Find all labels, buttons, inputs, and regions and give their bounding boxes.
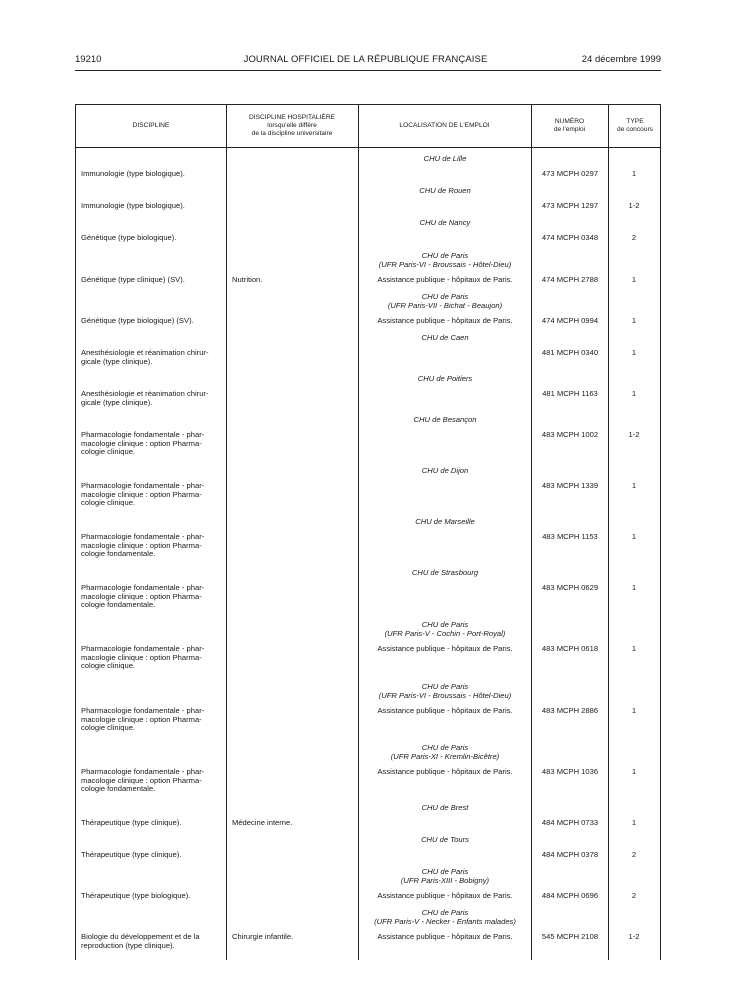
discipline-text: Pharmacologie fondamentale - phar- <box>81 532 205 541</box>
discipline-text: Immunologie (type biologique). <box>81 201 185 210</box>
location-assistance: Assistance publique - hôpitaux de Paris. <box>377 706 513 715</box>
location-chu: CHU de Paris <box>421 743 469 753</box>
type-concours: 1 <box>631 348 637 357</box>
discipline-text: macologie clinique : option Pharma- <box>81 775 202 785</box>
location-chu: CHU de Strasbourg <box>411 568 479 577</box>
numero-emploi: 473 MCPH 0297 <box>541 169 599 178</box>
discipline-text: macologie clinique : option Pharma- <box>81 438 202 448</box>
discipline-text: cologie clinique. <box>81 661 136 671</box>
type-concours: 1-2 <box>628 430 640 439</box>
numero-emploi: 473 MCPH 1297 <box>541 201 599 210</box>
discipline-text: gicale (type clinique). <box>81 356 153 366</box>
type-concours: 1 <box>631 583 637 592</box>
header-divider <box>76 147 660 148</box>
type-concours: 2 <box>631 233 637 242</box>
header-discipline-hospitaliere: DISCIPLINE HOSPITALIÈRE lorsqu'elle diffère de la discipline universitaire <box>249 114 335 137</box>
location-chu: CHU de Paris <box>421 682 469 692</box>
type-concours: 1 <box>631 481 637 490</box>
numero-emploi: 474 MCPH 0348 <box>541 233 599 242</box>
location-ufr: (UFR Paris-V - Cochin - Port-Royal) <box>384 629 506 638</box>
header-rule <box>75 70 661 71</box>
location-assistance: Assistance publique - hôpitaux de Paris. <box>377 932 513 941</box>
location-chu: CHU de Dijon <box>421 466 469 475</box>
type-concours: 1 <box>631 818 637 827</box>
column-divider <box>531 105 532 960</box>
location-assistance: Assistance publique - hôpitaux de Paris. <box>377 316 513 325</box>
location-chu: CHU de Lille <box>423 154 467 163</box>
location-assistance: Assistance publique - hôpitaux de Paris. <box>377 275 513 284</box>
discipline-text: cologie fondamentale. <box>81 549 156 559</box>
discipline-text: macologie clinique : option Pharma- <box>81 591 202 601</box>
discipline-hospitaliere-text: Nutrition. <box>232 275 263 284</box>
numero-emploi: 484 MCPH 0378 <box>541 850 599 859</box>
issue-date: 24 décembre 1999 <box>581 54 661 65</box>
discipline-text: macologie clinique : option Pharma- <box>81 714 202 724</box>
discipline-text: Pharmacologie fondamentale - phar- <box>81 583 205 592</box>
discipline-hospitaliere-text: Médecine interne. <box>232 818 293 827</box>
numero-emploi: 483 MCPH 0618 <box>541 644 599 653</box>
location-chu: CHU de Paris <box>421 251 469 261</box>
location-chu: CHU de Tours <box>421 835 469 844</box>
discipline-text: Biologie du développement et de la <box>81 932 200 941</box>
discipline-text: Thérapeutique (type biologique). <box>81 891 191 900</box>
discipline-text: Pharmacologie fondamentale - phar- <box>81 644 205 653</box>
header-type: TYPE de concours <box>617 118 653 133</box>
numero-emploi: 481 MCPH 0340 <box>541 348 599 357</box>
discipline-text: Pharmacologie fondamentale - phar- <box>81 430 205 439</box>
discipline-text: Génétique (type clinique) (SV). <box>81 275 185 284</box>
numero-emploi: 474 MCPH 2788 <box>541 275 599 284</box>
numero-emploi: 484 MCPH 0733 <box>541 818 599 827</box>
positions-table <box>75 104 661 960</box>
type-concours: 1-2 <box>628 932 640 941</box>
discipline-text: cologie fondamentale. <box>81 600 156 610</box>
type-concours: 2 <box>631 891 637 900</box>
numero-emploi: 483 MCPH 1153 <box>542 532 598 541</box>
discipline-text: Pharmacologie fondamentale - phar- <box>81 767 205 776</box>
location-chu: CHU de Nancy <box>419 218 471 227</box>
location-assistance: Assistance publique - hôpitaux de Paris. <box>377 644 513 653</box>
location-ufr: (UFR Paris-XI - Kremlin-Bicêtre) <box>390 752 500 761</box>
type-concours: 1-2 <box>628 201 640 210</box>
type-concours: 1 <box>631 767 637 776</box>
discipline-text: macologie clinique : option Pharma- <box>81 652 202 662</box>
numero-emploi: 483 MCPH 1339 <box>541 481 599 490</box>
location-chu: CHU de Marseille <box>415 517 475 526</box>
location-chu: CHU de Caen <box>421 333 469 342</box>
discipline-text: Thérapeutique (type clinique). <box>81 850 182 859</box>
numero-emploi: 474 MCPH 0994 <box>541 316 599 325</box>
header-discipline: DISCIPLINE <box>132 122 170 129</box>
location-ufr: (UFR Paris-XIII - Bobigny) <box>400 876 490 885</box>
location-chu: CHU de Paris <box>421 908 469 918</box>
type-concours: 1 <box>631 644 637 653</box>
discipline-text: Génétique (type biologique) (SV). <box>81 316 194 325</box>
type-concours: 2 <box>631 850 637 859</box>
type-concours: 1 <box>631 275 637 284</box>
type-concours: 1 <box>631 532 637 541</box>
discipline-text: gicale (type clinique). <box>81 397 153 407</box>
discipline-text: macologie clinique : option Pharma- <box>81 540 202 550</box>
discipline-hospitaliere-text: Chirurgie infantile. <box>232 932 294 941</box>
discipline-text: cologie clinique. <box>81 447 136 457</box>
location-chu: CHU de Poitiers <box>417 374 473 383</box>
location-ufr: (UFR Paris-VI - Broussais - Hôtel-Dieu) <box>378 691 512 700</box>
numero-emploi: 481 MCPH 1163 <box>542 389 598 398</box>
discipline-text: Thérapeutique (type clinique). <box>81 818 182 827</box>
location-assistance: Assistance publique - hôpitaux de Paris. <box>377 767 513 776</box>
location-chu: CHU de Brest <box>421 803 469 812</box>
page-number: 19210 <box>75 54 102 65</box>
numero-emploi: 483 MCPH 1002 <box>541 430 599 439</box>
location-ufr: (UFR Paris-V - Necker - Enfants malades) <box>374 917 516 926</box>
discipline-text: Anesthésiologie et réanimation chirur- <box>81 348 209 357</box>
numero-emploi: 483 MCPH 1036 <box>541 767 599 776</box>
location-assistance: Assistance publique - hôpitaux de Paris. <box>377 891 513 900</box>
discipline-text: Pharmacologie fondamentale - phar- <box>81 706 205 715</box>
discipline-text: cologie clinique. <box>81 723 136 733</box>
header-localisation: LOCALISATION DE L'EMPLOI <box>399 122 490 129</box>
numero-emploi: 483 MCPH 0629 <box>541 583 599 592</box>
type-concours: 1 <box>631 316 637 325</box>
numero-emploi: 484 MCPH 0696 <box>541 891 599 900</box>
discipline-text: cologie fondamentale. <box>81 784 156 794</box>
discipline-text: Anesthésiologie et réanimation chirur- <box>81 389 209 398</box>
journal-title: JOURNAL OFFICIEL DE LA RÉPUBLIQUE FRANÇAISE <box>243 54 488 65</box>
location-chu: CHU de Paris <box>421 867 469 877</box>
location-chu: CHU de Rouen <box>419 186 471 195</box>
location-chu: CHU de Paris <box>421 620 469 630</box>
location-ufr: (UFR Paris-VII - Bichat - Beaujon) <box>387 301 503 310</box>
column-divider <box>358 105 359 960</box>
discipline-text: reproduction (type clinique). <box>81 940 175 950</box>
location-chu: CHU de Paris <box>421 292 469 302</box>
discipline-text: Immunologie (type biologique). <box>81 169 185 178</box>
numero-emploi: 483 MCPH 2886 <box>541 706 599 715</box>
discipline-text: Pharmacologie fondamentale - phar- <box>81 481 205 490</box>
column-divider <box>226 105 227 960</box>
location-ufr: (UFR Paris-VI - Broussais - Hôtel-Dieu) <box>378 260 512 269</box>
header-numero: NUMÉRO de l'emploi <box>553 118 586 133</box>
type-concours: 1 <box>631 389 637 398</box>
discipline-text: macologie clinique : option Pharma- <box>81 489 202 499</box>
numero-emploi: 545 MCPH 2108 <box>541 932 599 941</box>
location-chu: CHU de Besançon <box>413 415 477 424</box>
discipline-text: cologie clinique. <box>81 498 136 508</box>
discipline-text: Génétique (type biologique). <box>81 233 177 242</box>
type-concours: 1 <box>631 169 637 178</box>
type-concours: 1 <box>631 706 637 715</box>
